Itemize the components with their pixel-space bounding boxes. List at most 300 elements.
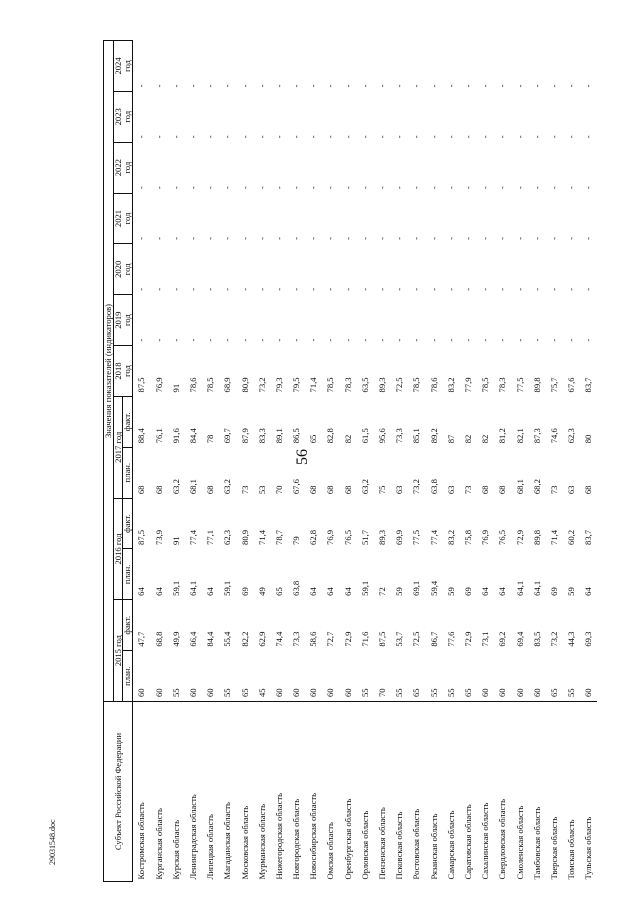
- value-cell: -: [359, 237, 370, 240]
- region-cell: Омская область: [322, 702, 339, 882]
- value-cell: 82: [480, 434, 491, 444]
- value-cell: 78,5: [480, 377, 491, 393]
- value-cell: 74,4: [273, 631, 284, 647]
- value-cell: 68,9: [222, 377, 233, 393]
- value-cell: 63: [566, 485, 577, 495]
- value-cell: 79,3: [273, 377, 284, 393]
- value-cell: -: [583, 287, 594, 291]
- value-cell: -: [170, 186, 181, 190]
- value-cell: 75,8: [462, 529, 473, 545]
- value-cell: 91: [170, 536, 181, 545]
- value-cell: -: [566, 287, 577, 291]
- value-cell: -: [325, 135, 336, 139]
- value-cell: 84,4: [187, 428, 198, 444]
- value-cell: -: [136, 186, 147, 190]
- value-cell: -: [273, 186, 284, 190]
- value-cell: 59: [445, 587, 456, 596]
- value-cell: -: [411, 338, 422, 342]
- value-cell: 89,8: [531, 529, 542, 545]
- table-row: [287, 41, 304, 882]
- value-cell: -: [497, 186, 508, 190]
- value-cell: -: [308, 338, 319, 342]
- value-cell: -: [583, 338, 594, 342]
- value-cell: -: [514, 186, 525, 190]
- value-cell: 65: [273, 587, 284, 596]
- value-cell: -: [411, 84, 422, 88]
- value-cell: -: [153, 287, 164, 291]
- value-cell: 63,2: [359, 479, 370, 495]
- value-cell: 95,6: [377, 428, 387, 444]
- value-cell: -: [256, 186, 267, 190]
- value-cell: 72,7: [325, 631, 336, 647]
- value-cell: -: [187, 287, 198, 291]
- value-cell: -: [170, 287, 181, 291]
- value-cell: -: [377, 135, 387, 139]
- value-cell: -: [514, 287, 525, 291]
- value-cell: 49: [256, 587, 267, 596]
- table-row: [322, 41, 339, 882]
- value-cell: -: [462, 287, 473, 291]
- value-cell: -: [136, 287, 147, 291]
- value-cell: -: [497, 237, 508, 240]
- value-cell: 64: [583, 587, 594, 596]
- value-cell: -: [256, 237, 267, 240]
- value-cell: 63,5: [359, 377, 370, 393]
- value-cell: 67,6: [566, 377, 577, 393]
- value-cell: 53: [256, 485, 267, 495]
- value-cell: -: [342, 338, 353, 342]
- value-cell: -: [583, 237, 594, 240]
- value-cell: -: [308, 135, 319, 139]
- page-number: 56: [294, 449, 311, 465]
- value-cell: -: [394, 237, 405, 240]
- value-cell: -: [359, 186, 370, 190]
- value-cell: -: [377, 237, 387, 240]
- value-cell: -: [480, 338, 491, 342]
- value-cell: 59,1: [170, 580, 181, 596]
- value-cell: 77,4: [428, 529, 439, 545]
- value-cell: -: [256, 338, 267, 342]
- value-cell: -: [222, 237, 233, 240]
- table-row: [442, 41, 459, 882]
- region-cell: Пензенская область: [373, 702, 390, 882]
- table-row: [528, 41, 545, 882]
- table-row: [356, 41, 373, 882]
- value-cell: 77,4: [187, 529, 198, 545]
- value-cell: 84,4: [205, 631, 216, 647]
- value-cell: 78,5: [205, 377, 216, 393]
- value-cell: 65: [462, 688, 473, 697]
- value-cell: -: [222, 84, 233, 88]
- value-cell: -: [325, 237, 336, 240]
- value-cell: -: [428, 287, 439, 291]
- value-cell: 82: [342, 434, 353, 444]
- value-cell: 63,2: [222, 479, 233, 495]
- region-cell: Костромская область: [132, 702, 150, 882]
- value-cell: -: [239, 84, 250, 88]
- value-cell: -: [342, 84, 353, 88]
- value-cell: -: [531, 237, 542, 240]
- value-cell: 60: [187, 688, 198, 697]
- value-cell: 45: [256, 688, 267, 697]
- value-cell: 82,1: [514, 428, 525, 444]
- value-cell: 60: [583, 688, 594, 697]
- table-row: [477, 41, 494, 882]
- value-cell: 44,3: [566, 631, 577, 647]
- value-cell: 83,7: [583, 529, 594, 545]
- value-cell: -: [445, 237, 456, 240]
- value-cell: -: [480, 186, 491, 190]
- value-cell: -: [394, 186, 405, 190]
- value-cell: -: [170, 135, 181, 139]
- value-cell: -: [497, 287, 508, 291]
- value-cell: -: [187, 237, 198, 240]
- value-cell: 68,2: [531, 479, 542, 495]
- region-cell: Смоленская область: [511, 702, 528, 882]
- value-cell: 68: [480, 485, 491, 495]
- value-cell: 76,1: [153, 428, 164, 444]
- value-cell: -: [566, 84, 577, 88]
- value-cell: -: [273, 338, 284, 342]
- value-cell: 64,1: [514, 580, 525, 596]
- value-cell: 78,6: [428, 377, 439, 393]
- value-cell: -: [170, 237, 181, 240]
- value-cell: -: [239, 287, 250, 291]
- year-2019-header: 2019 год: [113, 295, 132, 346]
- indicator-table: [103, 40, 597, 882]
- table-row: [494, 41, 511, 882]
- value-cell: -: [462, 84, 473, 88]
- value-cell: 64: [205, 587, 216, 596]
- indicators-group-header: Значения показателей (индикаторов): [104, 41, 114, 702]
- value-cell: 69: [462, 587, 473, 596]
- value-cell: 63: [445, 485, 456, 495]
- value-cell: 59: [566, 587, 577, 596]
- value-cell: 77,9: [462, 377, 473, 393]
- value-cell: -: [428, 186, 439, 190]
- value-cell: 77,5: [514, 377, 525, 393]
- value-cell: 82: [462, 434, 473, 444]
- fact-2017-header: факт.: [123, 396, 133, 447]
- value-cell: -: [239, 186, 250, 190]
- year-2021-header: 2021 год: [113, 193, 132, 244]
- region-cell: Курганская область: [150, 702, 167, 882]
- value-cell: 71,4: [308, 377, 319, 393]
- value-cell: 73,3: [291, 631, 302, 647]
- table-row: [236, 41, 253, 882]
- value-cell: -: [153, 338, 164, 342]
- value-cell: 68: [497, 485, 508, 495]
- value-cell: -: [377, 84, 387, 88]
- value-cell: 62,3: [566, 428, 577, 444]
- value-cell: 78,6: [187, 377, 198, 393]
- value-cell: 53,7: [394, 631, 405, 647]
- value-cell: -: [153, 84, 164, 88]
- region-cell: Магаданская область: [219, 702, 236, 882]
- plan-2017-header: план.: [123, 447, 133, 498]
- table-row: [132, 41, 150, 882]
- value-cell: -: [462, 186, 473, 190]
- value-cell: -: [136, 338, 147, 342]
- value-cell: 77,6: [445, 631, 456, 647]
- value-cell: 89,1: [273, 428, 284, 444]
- value-cell: 64: [497, 587, 508, 596]
- value-cell: 76,9: [480, 529, 491, 545]
- table-row: [580, 41, 597, 882]
- value-cell: 72,9: [342, 631, 353, 647]
- value-cell: -: [170, 338, 181, 342]
- value-cell: -: [170, 84, 181, 88]
- value-cell: -: [359, 135, 370, 139]
- value-cell: 73: [239, 485, 250, 495]
- value-cell: 68,1: [514, 479, 525, 495]
- value-cell: -: [291, 338, 302, 342]
- value-cell: -: [583, 135, 594, 139]
- value-cell: -: [445, 287, 456, 291]
- value-cell: 77,5: [411, 529, 422, 545]
- value-cell: -: [548, 338, 559, 342]
- value-cell: 63,8: [291, 580, 302, 596]
- region-cell: Липецкая область: [202, 702, 219, 882]
- value-cell: 64: [136, 587, 147, 596]
- table-row: [253, 41, 270, 882]
- region-cell: Сахалинская область: [477, 702, 494, 882]
- value-cell: -: [394, 135, 405, 139]
- value-cell: -: [136, 237, 147, 240]
- value-cell: -: [342, 237, 353, 240]
- value-cell: -: [462, 237, 473, 240]
- region-cell: Орловская область: [356, 702, 373, 882]
- table-row: [391, 41, 408, 882]
- value-cell: -: [583, 84, 594, 88]
- table-row: [373, 41, 390, 882]
- table-row: [150, 41, 167, 882]
- plan-2016-header: план.: [123, 549, 133, 600]
- value-cell: 86,5: [291, 428, 302, 444]
- value-cell: -: [359, 84, 370, 88]
- value-cell: 67,6: [291, 479, 302, 495]
- value-cell: 62,9: [256, 631, 267, 647]
- value-cell: 69: [548, 587, 559, 596]
- value-cell: -: [566, 338, 577, 342]
- value-cell: 60: [205, 688, 216, 697]
- value-cell: -: [394, 338, 405, 342]
- value-cell: 55: [222, 688, 233, 697]
- year-2015-header: 2015 год: [113, 600, 123, 702]
- table-row: [184, 41, 201, 882]
- rotated-table-container: [103, 40, 628, 882]
- value-cell: 78,3: [497, 377, 508, 393]
- value-cell: -: [222, 287, 233, 291]
- value-cell: 72,9: [462, 631, 473, 647]
- value-cell: 76,5: [497, 529, 508, 545]
- value-cell: 86,7: [428, 631, 439, 647]
- table-row: [511, 41, 528, 882]
- value-cell: 64: [308, 587, 319, 596]
- value-cell: 83,7: [583, 377, 594, 393]
- value-cell: 89,8: [531, 377, 542, 393]
- value-cell: 76,9: [153, 377, 164, 393]
- value-cell: -: [153, 237, 164, 240]
- value-cell: 91,6: [170, 428, 181, 444]
- value-cell: 51,7: [359, 529, 370, 545]
- value-cell: 60: [136, 688, 147, 697]
- table-row: [339, 41, 356, 882]
- value-cell: 83,2: [445, 377, 456, 393]
- value-cell: 55: [359, 688, 370, 697]
- value-cell: 71,4: [548, 529, 559, 545]
- value-cell: 70: [377, 688, 387, 697]
- value-cell: -: [136, 84, 147, 88]
- value-cell: 63,2: [170, 479, 181, 495]
- table-row: [545, 41, 562, 882]
- value-cell: -: [222, 186, 233, 190]
- value-cell: -: [548, 237, 559, 240]
- value-cell: 79: [291, 536, 302, 545]
- value-cell: 60: [497, 688, 508, 697]
- value-cell: 58,6: [308, 631, 319, 647]
- year-2020-header: 2020 год: [113, 244, 132, 295]
- value-cell: 77,1: [205, 529, 216, 545]
- region-cell: Оренбургская область: [339, 702, 356, 882]
- value-cell: -: [187, 84, 198, 88]
- value-cell: -: [325, 287, 336, 291]
- value-cell: -: [153, 186, 164, 190]
- value-cell: 55: [566, 688, 577, 697]
- value-cell: -: [531, 84, 542, 88]
- value-cell: 69: [239, 587, 250, 596]
- value-cell: 66,4: [187, 631, 198, 647]
- region-cell: Томская область: [562, 702, 579, 882]
- value-cell: -: [205, 338, 216, 342]
- value-cell: 68: [325, 485, 336, 495]
- value-cell: -: [531, 338, 542, 342]
- region-cell: Тульская область: [580, 702, 597, 882]
- region-column-header: Субъект Российской Федерации: [104, 702, 133, 882]
- value-cell: -: [308, 237, 319, 240]
- value-cell: -: [428, 84, 439, 88]
- value-cell: -: [273, 287, 284, 291]
- value-cell: -: [308, 186, 319, 190]
- value-cell: 72,9: [514, 529, 525, 545]
- value-cell: 68: [153, 485, 164, 495]
- value-cell: -: [256, 135, 267, 139]
- value-cell: -: [359, 287, 370, 291]
- value-cell: -: [205, 186, 216, 190]
- value-cell: 68,8: [153, 631, 164, 647]
- value-cell: 70: [273, 485, 284, 495]
- value-cell: -: [445, 84, 456, 88]
- value-cell: -: [342, 135, 353, 139]
- region-cell: Тверская область: [545, 702, 562, 882]
- table-row: [425, 41, 442, 882]
- year-2017-header: 2017 год: [113, 396, 123, 498]
- table-row: [202, 41, 219, 882]
- value-cell: 78,5: [411, 377, 422, 393]
- value-cell: 87,5: [377, 631, 387, 647]
- value-cell: -: [583, 186, 594, 190]
- value-cell: -: [411, 135, 422, 139]
- value-cell: -: [411, 186, 422, 190]
- value-cell: 73,2: [411, 479, 422, 495]
- value-cell: 47,7: [136, 631, 147, 647]
- value-cell: 78,5: [325, 377, 336, 393]
- region-cell: Ленинградская область: [184, 702, 201, 882]
- value-cell: -: [566, 186, 577, 190]
- value-cell: 72: [377, 587, 387, 596]
- value-cell: 65: [308, 434, 319, 444]
- region-cell: Новосибирская область: [305, 702, 322, 882]
- value-cell: 78,7: [273, 529, 284, 545]
- region-cell: Мурманская область: [253, 702, 270, 882]
- table-row: [270, 41, 287, 882]
- value-cell: -: [394, 84, 405, 88]
- value-cell: 68: [342, 485, 353, 495]
- value-cell: 75: [377, 485, 387, 495]
- region-cell: Новгородская область: [287, 702, 304, 882]
- value-cell: 69,1: [411, 580, 422, 596]
- fact-2016-header: факт.: [123, 498, 133, 549]
- value-cell: -: [497, 84, 508, 88]
- value-cell: -: [394, 287, 405, 291]
- value-cell: -: [308, 84, 319, 88]
- value-cell: -: [205, 135, 216, 139]
- value-cell: 76,9: [325, 529, 336, 545]
- value-cell: 78: [205, 434, 216, 444]
- value-cell: -: [514, 338, 525, 342]
- value-cell: -: [445, 186, 456, 190]
- value-cell: -: [153, 135, 164, 139]
- value-cell: 49,9: [170, 631, 181, 647]
- value-cell: 68: [583, 485, 594, 495]
- table-row: [459, 41, 476, 882]
- value-cell: 59,1: [222, 580, 233, 596]
- value-cell: 60: [480, 688, 491, 697]
- value-cell: -: [566, 135, 577, 139]
- value-cell: 76,5: [342, 529, 353, 545]
- value-cell: 87,5: [136, 377, 147, 393]
- table-row: [562, 41, 579, 882]
- value-cell: 89,2: [428, 428, 439, 444]
- value-cell: -: [325, 186, 336, 190]
- value-cell: -: [205, 84, 216, 88]
- value-cell: -: [239, 237, 250, 240]
- value-cell: -: [428, 135, 439, 139]
- value-cell: -: [205, 287, 216, 291]
- table-body: [132, 41, 597, 882]
- value-cell: -: [480, 135, 491, 139]
- value-cell: 69,9: [394, 529, 405, 545]
- value-cell: 69,7: [222, 428, 233, 444]
- value-cell: -: [187, 135, 198, 139]
- value-cell: 69,2: [497, 631, 508, 647]
- value-cell: -: [548, 84, 559, 88]
- value-cell: 55,4: [222, 631, 233, 647]
- value-cell: -: [548, 287, 559, 291]
- value-cell: -: [342, 287, 353, 291]
- year-2022-header: 2022 год: [113, 142, 132, 193]
- plan-2015-header: план.: [123, 651, 133, 702]
- value-cell: -: [291, 84, 302, 88]
- value-cell: -: [514, 84, 525, 88]
- value-cell: 64,1: [187, 580, 198, 596]
- value-cell: -: [187, 186, 198, 190]
- value-cell: -: [445, 338, 456, 342]
- value-cell: 55: [428, 688, 439, 697]
- value-cell: 73: [462, 485, 473, 495]
- value-cell: 72,5: [394, 377, 405, 393]
- value-cell: 59: [394, 587, 405, 596]
